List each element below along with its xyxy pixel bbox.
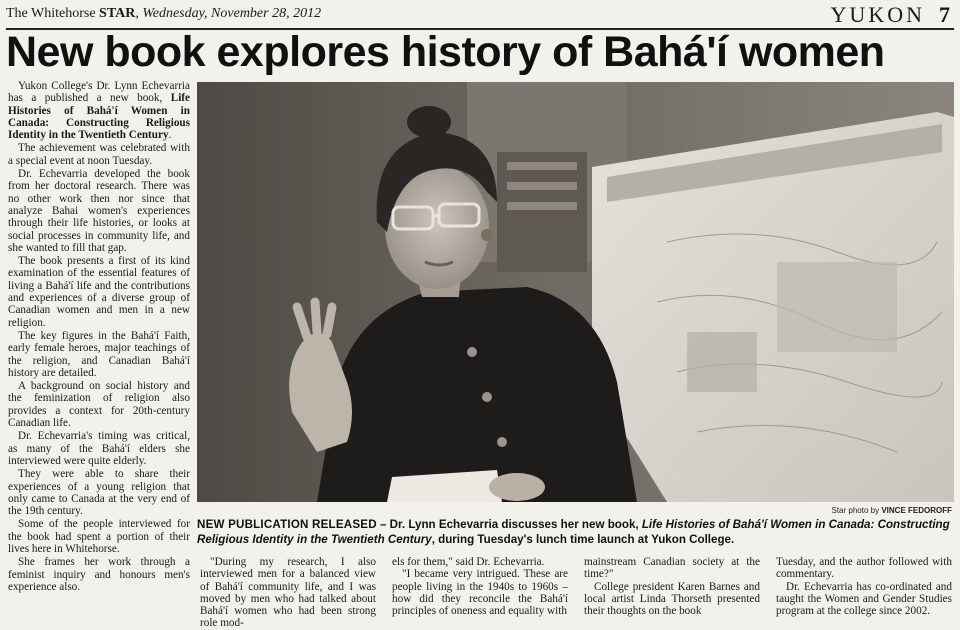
article-paragraph: "I became very intrigued. These are people living in the 1940s to 1960s – how did they reconcile the Bahá'í principles of oneness and equality with <box>392 568 568 618</box>
article-column-2 <box>392 556 568 617</box>
photo-caption <box>197 518 954 547</box>
article-left-column <box>8 80 190 594</box>
caption-book-title: Life Histories of Bahá'í Women in Canada: Constructing Religious Identity in the Twentieth Century <box>197 518 950 546</box>
article-column-3 <box>584 556 760 617</box>
news-photo <box>197 82 954 502</box>
masthead <box>6 4 954 30</box>
page-number: 7 <box>939 2 950 27</box>
article-paragraph: Dr. Echevarria developed the book from her doctoral research. There was no other work then nor since that analyze Bahai women's experiences through their life histories, or looks at social processes in community life, and she wanted to fill that gap. <box>8 168 190 254</box>
article-bottom-columns <box>200 556 954 630</box>
article-paragraph: The book presents a first of its kind examination of the essential features of living a Bahá'í life and the contributions and experiences of a diverse group of Canadian women and men in a new religion. <box>8 255 190 329</box>
article-paragraph: The achievement was celebrated with a special event at noon Tuesday. <box>8 142 190 167</box>
masthead-paper-prefix: The Whitehorse <box>6 6 96 21</box>
caption-text: – Dr. Lynn Echevarria discusses her new book, <box>376 518 642 531</box>
paragraph-text: Yukon College's Dr. Lynn Echevarria has a published a new book, <box>8 80 190 105</box>
article-paragraph: They were able to share their experiences of a young religion that only came to Canada at the very end of the 19th century. <box>8 468 190 518</box>
caption-lead: NEW PUBLICATION RELEASED <box>197 518 377 531</box>
masthead-paper-date: The Whitehorse STAR, Wednesday, November 28, 2012 <box>6 6 322 21</box>
masthead-date: Wednesday, November 28, 2012 <box>142 6 322 21</box>
article-paragraph: College president Karen Barnes and local artist Linda Thorseth presented their thoughts on the book <box>584 580 760 618</box>
article-paragraph <box>8 80 190 141</box>
photo-credit-prefix: Star photo by <box>831 506 880 515</box>
article-paragraph: She frames her work through a feminist inquiry and honours men's experience also. <box>8 556 190 593</box>
article-paragraph: Some of the people interviewed for the book had spent a portion of their lives here in Whitehorse. <box>8 518 190 555</box>
paragraph-text: . <box>168 129 172 142</box>
book-title: Life Histories of Bahá'í Women in Canada: Constructing Religious Identity in the Twentieth Century <box>8 92 190 142</box>
article-column-4 <box>776 556 952 617</box>
photo-illustration <box>197 82 954 502</box>
section-name: YUKON <box>830 2 925 27</box>
article-paragraph: Tuesday, and the author followed with commentary. <box>776 556 952 581</box>
article-paragraph: The key figures in the Bahá'í Faith, early female heroes, major teachings of the religion, and Canadian Bahá'í history are detailed. <box>8 329 190 379</box>
photographer-name: VINCE FEDOROFF <box>881 506 952 515</box>
article-paragraph: els for them," said Dr. Echevarria. <box>392 556 545 568</box>
article-paragraph: "During my research, I also interviewed men for a balanced view of Bahá'í community life, and I was moved by men who had talked about Bahá'í women who had been strong role mod- <box>200 556 376 630</box>
article-paragraph: Dr. Echevarria's timing was critical, as many of the Bahá'í elders she interviewed were quite elderly. <box>8 430 190 467</box>
article-paragraph: A background on social history and the feminization of religion also provides a context for 20th-century Canadian life. <box>8 380 190 430</box>
article-column-1 <box>200 556 376 630</box>
photo-credit <box>832 506 953 515</box>
headline: New book explores history of Bahá'í women <box>6 28 885 76</box>
masthead-section <box>831 2 950 28</box>
article-paragraph: Dr. Echevarria has co-ordinated and taught the Women and Gender Studies program at the college since 2002. <box>776 580 952 618</box>
masthead-paper-name: STAR <box>99 6 136 21</box>
caption-text: , during Tuesday's lunch time launch at Yukon College. <box>431 532 735 546</box>
article-paragraph: mainstream Canadian society at the time?" <box>584 556 760 581</box>
